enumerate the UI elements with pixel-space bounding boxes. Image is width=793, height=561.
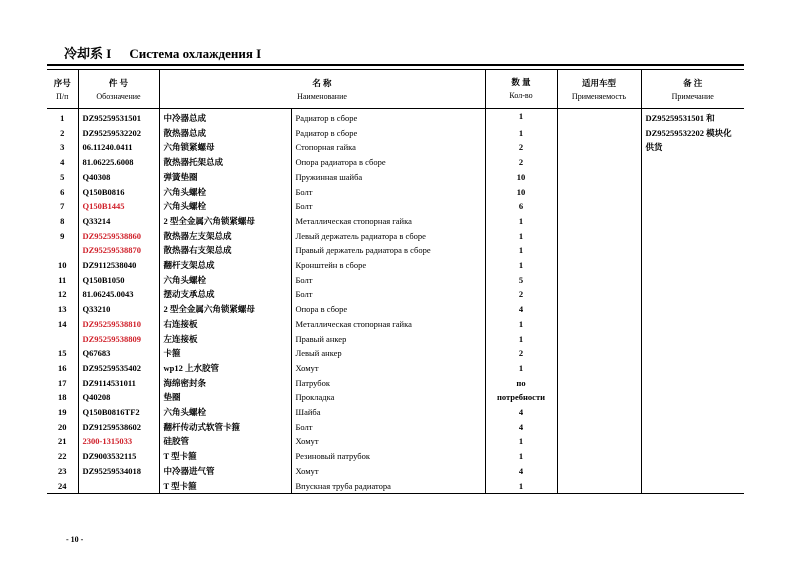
row-note (641, 199, 744, 214)
row-quantity: 5 (485, 273, 557, 288)
row-note (641, 214, 744, 229)
row-index: 17 (58, 377, 67, 388)
row-quantity: потребности (485, 390, 557, 405)
row-quantity: 1 (485, 126, 557, 141)
row-applicability (557, 170, 641, 185)
row-quantity: 6 (485, 199, 557, 214)
row-part-number: Q33214 (78, 214, 159, 229)
row-name-cn: 六角头螺栓 (159, 199, 291, 214)
row-note (641, 405, 744, 420)
row-applicability (557, 287, 641, 302)
row-applicability (557, 434, 641, 449)
table-header-row (47, 70, 744, 109)
row-name-cn: 散热器托架总成 (159, 155, 291, 170)
row-quantity: 4 (485, 405, 557, 420)
table-row (47, 273, 744, 288)
row-index: 4 (60, 157, 65, 168)
table-row (47, 405, 744, 420)
table-row (47, 449, 744, 464)
row-note (641, 170, 744, 185)
row-note: DZ95259531501 和 (641, 109, 744, 126)
row-applicability (557, 361, 641, 376)
row-part-number: Q67683 (78, 346, 159, 361)
row-index: 1 (60, 113, 65, 123)
row-quantity: 1 (485, 479, 557, 494)
row-applicability (557, 346, 641, 361)
row-note (641, 346, 744, 361)
row-name-cn: 垫圈 (159, 390, 291, 405)
table-row (47, 258, 744, 273)
row-applicability (557, 420, 641, 435)
row-quantity: 1 (485, 361, 557, 376)
row-quantity: 4 (485, 302, 557, 317)
row-quantity: 2 (485, 155, 557, 170)
row-note (641, 420, 744, 435)
row-name-ru: Правый держатель радиатора в сборе (291, 243, 485, 258)
row-part-number: 81.06245.0043 (78, 287, 159, 302)
row-name-cn: 2 型全金属六角锁紧螺母 (159, 214, 291, 229)
row-name-cn: 六角头螺栓 (159, 273, 291, 288)
table-row (47, 229, 744, 244)
row-part-number: DZ91259538602 (78, 420, 159, 435)
row-name-cn: wp12 上水胶管 (159, 361, 291, 376)
row-note (641, 243, 744, 258)
row-note (641, 464, 744, 479)
row-name-cn: 六角头螺栓 (159, 185, 291, 200)
row-name-cn: 硅胶管 (159, 434, 291, 449)
row-part-number: DZ95259538810 (78, 317, 159, 332)
row-part-number: 06.11240.0411 (78, 140, 159, 155)
table-row (47, 126, 744, 141)
row-index: 5 (60, 171, 65, 182)
row-name-cn: 六角头螺栓 (159, 405, 291, 420)
row-part-number: DZ95259534018 (78, 464, 159, 479)
row-name-cn: T 型卡箍 (159, 449, 291, 464)
row-applicability (557, 302, 641, 317)
row-name-cn: 翻杆支架总成 (159, 258, 291, 273)
table-row (47, 140, 744, 155)
row-name-ru: Левый держатель радиатора в сборе (291, 229, 485, 244)
table-row (47, 155, 744, 170)
row-part-number: DZ95259531501 (78, 109, 159, 126)
parts-table (47, 69, 744, 494)
row-quantity: 1 (485, 434, 557, 449)
page-title-ru: Система охлаждения I (129, 46, 262, 61)
row-quantity: 1 (485, 109, 557, 126)
title-rule (47, 64, 744, 66)
row-index: 18 (58, 392, 67, 403)
row-note (641, 434, 744, 449)
table-row (47, 170, 744, 185)
table-row (47, 361, 744, 376)
table-row (47, 317, 744, 332)
row-note (641, 317, 744, 332)
header-index: 序号 П/п (47, 70, 78, 109)
row-note (641, 287, 744, 302)
row-applicability (557, 258, 641, 273)
table-row (47, 420, 744, 435)
row-name-ru: Радиатор в сборе (291, 109, 485, 126)
row-name-ru: Радиатор в сборе (291, 126, 485, 141)
row-index: 2 (60, 127, 65, 138)
row-quantity: 1 (485, 214, 557, 229)
row-note (641, 361, 744, 376)
row-index: 8 (60, 215, 65, 226)
row-name-ru: Левый анкер (291, 346, 485, 361)
row-index: 12 (58, 289, 67, 300)
row-name-ru: Пружинная шайба (291, 170, 485, 185)
row-part-number: Q33210 (78, 302, 159, 317)
row-note (641, 449, 744, 464)
row-name-cn: 摆动支承总成 (159, 287, 291, 302)
row-applicability (557, 317, 641, 332)
row-applicability (557, 109, 641, 126)
page-number: - 10 - (66, 535, 84, 544)
row-name-ru: Хомут (291, 464, 485, 479)
row-quantity: 2 (485, 287, 557, 302)
row-quantity: 1 (485, 449, 557, 464)
row-part-number: DZ95259538809 (78, 332, 159, 347)
row-quantity: 1 (485, 229, 557, 244)
row-note (641, 332, 744, 347)
table-row (47, 479, 744, 494)
row-name-ru: Металлическая стопорная гайка (291, 317, 485, 332)
row-name-cn: 2 型全金属六角锁紧螺母 (159, 302, 291, 317)
row-part-number: Q150B0816TF2 (78, 405, 159, 420)
table-row (47, 464, 744, 479)
row-applicability (557, 199, 641, 214)
row-quantity: 1 (485, 317, 557, 332)
row-note (641, 185, 744, 200)
row-name-ru: Опора в сборе (291, 302, 485, 317)
row-index: 21 (58, 436, 67, 447)
row-name-ru: Болт (291, 287, 485, 302)
row-part-number: DZ9003532115 (78, 449, 159, 464)
row-applicability (557, 214, 641, 229)
row-quantity: 10 (485, 185, 557, 200)
row-part-number: Q40208 (78, 390, 159, 405)
row-applicability (557, 376, 641, 391)
row-note: 供货 (641, 140, 744, 155)
row-index: 6 (60, 186, 65, 197)
table-row (47, 434, 744, 449)
row-name-ru: Болт (291, 420, 485, 435)
row-part-number: DZ95259538870 (78, 243, 159, 258)
row-quantity: 2 (485, 346, 557, 361)
row-index: 22 (58, 451, 67, 462)
row-name-ru: Металлическая стопорная гайка (291, 214, 485, 229)
row-note: DZ95259532202 模块化 (641, 126, 744, 141)
row-index (47, 243, 78, 258)
table-row (47, 243, 744, 258)
row-name-cn: 弹簧垫圈 (159, 170, 291, 185)
row-part-number: DZ9112538040 (78, 258, 159, 273)
row-name-ru: Болт (291, 199, 485, 214)
table-row (47, 109, 744, 126)
row-name-ru: Кронштейн в сборе (291, 258, 485, 273)
row-index: 3 (60, 142, 65, 153)
row-name-cn: 左连接板 (159, 332, 291, 347)
header-quantity: 数 量 Кол-во (485, 70, 557, 109)
row-part-number: 81.06225.6008 (78, 155, 159, 170)
row-quantity: по (485, 376, 557, 391)
row-part-number: Q150B1050 (78, 273, 159, 288)
row-name-cn: 右连接板 (159, 317, 291, 332)
row-part-number: DZ95259532202 (78, 126, 159, 141)
row-note (641, 155, 744, 170)
row-index: 19 (58, 407, 67, 418)
row-name-cn: 中冷器总成 (159, 109, 291, 126)
row-quantity: 10 (485, 170, 557, 185)
table-row (47, 376, 744, 391)
row-applicability (557, 479, 641, 494)
row-note (641, 479, 744, 494)
row-part-number: Q40308 (78, 170, 159, 185)
row-applicability (557, 140, 641, 155)
row-quantity: 4 (485, 420, 557, 435)
row-name-ru: Болт (291, 273, 485, 288)
row-part-number: DZ95259535402 (78, 361, 159, 376)
table-row (47, 346, 744, 361)
row-applicability (557, 449, 641, 464)
row-quantity: 2 (485, 140, 557, 155)
table-row (47, 287, 744, 302)
row-index: 7 (60, 201, 65, 212)
row-index: 20 (58, 421, 67, 432)
row-part-number: 2300-1315033 (78, 434, 159, 449)
row-name-ru: Резиновый патрубок (291, 449, 485, 464)
row-applicability (557, 405, 641, 420)
table-row (47, 185, 744, 200)
row-index: 16 (58, 362, 67, 373)
row-name-cn: 散热器右支架总成 (159, 243, 291, 258)
table-row (47, 390, 744, 405)
header-name: 名 称 Наименование (159, 70, 485, 109)
row-quantity: 4 (485, 464, 557, 479)
row-name-ru: Хомут (291, 434, 485, 449)
row-index: 14 (58, 318, 67, 329)
row-index: 13 (58, 304, 67, 315)
row-note (641, 273, 744, 288)
row-name-cn: 散热器总成 (159, 126, 291, 141)
row-note (641, 229, 744, 244)
row-part-number: DZ9114531011 (78, 376, 159, 391)
row-applicability (557, 155, 641, 170)
table-row (47, 332, 744, 347)
table-row (47, 302, 744, 317)
row-note (641, 376, 744, 391)
row-note (641, 258, 744, 273)
row-applicability (557, 185, 641, 200)
row-name-ru: Правый анкер (291, 332, 485, 347)
row-name-cn: 翻杆传动式软管卡箍 (159, 420, 291, 435)
row-applicability (557, 390, 641, 405)
row-index: 24 (47, 479, 78, 494)
row-name-ru: Стопорная гайка (291, 140, 485, 155)
header-notes: 备 注 Примечание (641, 70, 744, 109)
row-part-number: Q150B0816 (78, 185, 159, 200)
row-name-cn: 散热器左支架总成 (159, 229, 291, 244)
page-title-cn: 冷却系 I (64, 46, 112, 61)
row-name-cn: 六角锁紧螺母 (159, 140, 291, 155)
row-applicability (557, 126, 641, 141)
row-name-ru: Прокладка (291, 390, 485, 405)
row-note (641, 302, 744, 317)
row-index: 10 (58, 260, 67, 271)
row-applicability (557, 464, 641, 479)
row-part-number: Q150B1445 (78, 199, 159, 214)
row-index: 23 (58, 465, 67, 476)
row-index: 9 (60, 230, 65, 241)
row-index: 15 (58, 348, 67, 359)
row-quantity: 1 (485, 258, 557, 273)
row-name-cn: T 型卡箍 (159, 479, 291, 494)
row-part-number (78, 479, 159, 494)
row-name-ru: Болт (291, 185, 485, 200)
row-applicability (557, 273, 641, 288)
table-row (47, 214, 744, 229)
row-part-number: DZ95259538860 (78, 229, 159, 244)
table-row (47, 199, 744, 214)
row-applicability (557, 332, 641, 347)
row-quantity: 1 (485, 243, 557, 258)
row-name-ru: Шайба (291, 405, 485, 420)
row-applicability (557, 243, 641, 258)
row-name-cn: 中冷器进气管 (159, 464, 291, 479)
row-name-ru: Патрубок (291, 376, 485, 391)
row-name-cn: 海绵密封条 (159, 376, 291, 391)
row-index: 11 (58, 274, 67, 285)
row-name-ru: Впускная труба радиатора (291, 479, 485, 494)
header-applicability: 适用车型 Применяемость (557, 70, 641, 109)
row-name-ru: Хомут (291, 361, 485, 376)
row-name-ru: Опора радиатора в сборе (291, 155, 485, 170)
header-part-number: 件 号 Обозначение (78, 70, 159, 109)
page-title (64, 43, 279, 62)
row-index (47, 332, 78, 347)
row-note (641, 390, 744, 405)
row-applicability (557, 229, 641, 244)
row-name-cn: 卡箍 (159, 346, 291, 361)
row-quantity: 1 (485, 332, 557, 347)
